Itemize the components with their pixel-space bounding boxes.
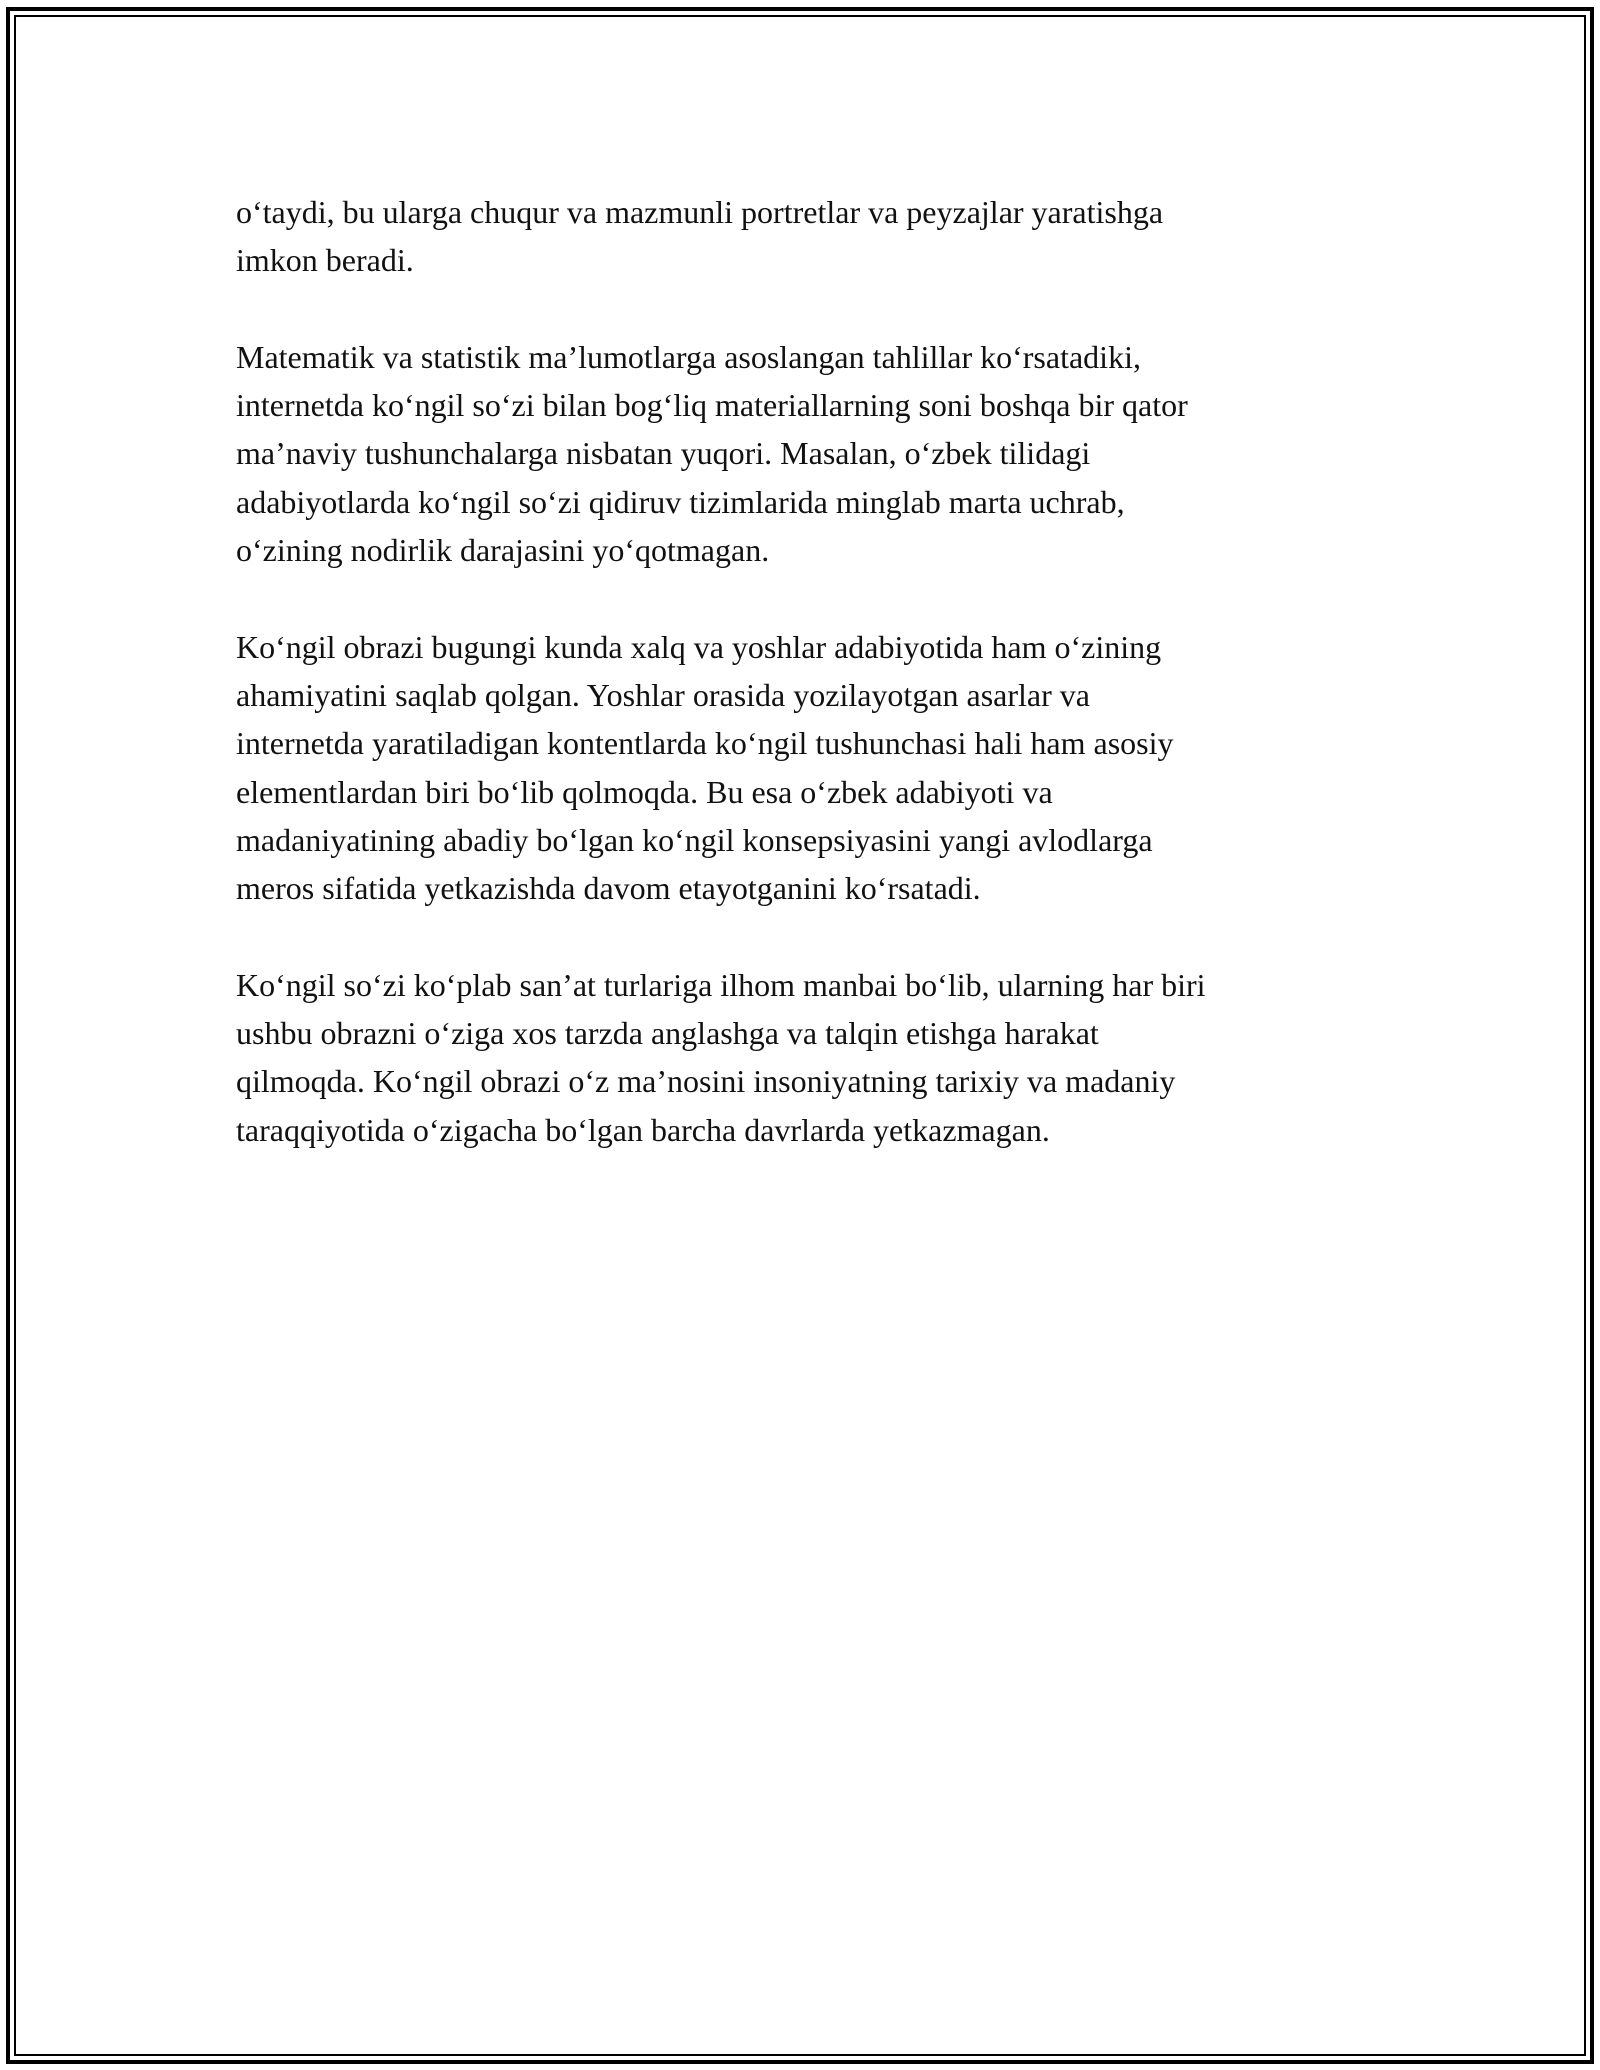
text-line: adabiyotlarda ko‘ngil so‘zi qidiruv tizimlarida minglab marta uchrab, bbox=[236, 483, 1125, 520]
text-line: qilmoqda. Ko‘ngil obrazi o‘z ma’nosini insoniyatning tarixiy va madaniy bbox=[236, 1063, 1176, 1100]
text-line: ahamiyatini saqlab qolgan. Yoshlar orasida yozilayotgan asarlar va bbox=[236, 676, 1090, 713]
document-body bbox=[236, 188, 1366, 1202]
text-line: ma’naviy tushunchalarga nisbatan yuqori. Masalan, o‘zbek tilidagi bbox=[236, 435, 1091, 472]
text-line: Matematik va statistik ma’lumotlarga asoslangan tahlillar ko‘rsatadiki, bbox=[236, 338, 1141, 375]
text-line: elementlardan biri bo‘lib qolmoqda. Bu esa o‘zbek adabiyoti va bbox=[236, 773, 1053, 810]
text-line: o‘taydi, bu ularga chuqur va mazmunli portretlar va peyzajlar yaratishga bbox=[236, 194, 1164, 230]
paragraph-4 bbox=[236, 961, 1366, 1154]
paragraph-2 bbox=[236, 333, 1366, 574]
text-line: imkon beradi. bbox=[236, 242, 414, 279]
text-line: meros sifatida yetkazishda davom etayotganini ko‘rsatadi. bbox=[236, 870, 981, 907]
text-line: madaniyatining abadiy bo‘lgan ko‘ngil konsepsiyasini yangi avlodlarga bbox=[236, 821, 1153, 858]
paragraph-3 bbox=[236, 623, 1366, 913]
text-line: taraqqiyotida o‘zigacha bo‘lgan barcha davrlarda yetkazmagan. bbox=[236, 1111, 1050, 1148]
text-line: Ko‘ngil so‘zi ko‘plab san’at turlariga ilhom manbai bo‘lib, ularning har biri bbox=[236, 966, 1206, 1003]
paragraph-1 bbox=[236, 188, 1366, 285]
text-line: ushbu obrazni o‘ziga xos tarzda anglashga va talqin etishga harakat bbox=[236, 1015, 1099, 1052]
text-line: internetda yaratiladigan kontentlarda ko‘ngil tushunchasi hali ham asosiy bbox=[236, 725, 1174, 762]
text-line: o‘zining nodirlik darajasini yo‘qotmagan. bbox=[236, 532, 770, 569]
text-line: Ko‘ngil obrazi bugungi kunda xalq va yoshlar adabiyotida ham o‘zining bbox=[236, 628, 1162, 665]
text-line: internetda ko‘ngil so‘zi bilan bog‘liq materiallarning soni boshqa bir qator bbox=[236, 387, 1188, 424]
